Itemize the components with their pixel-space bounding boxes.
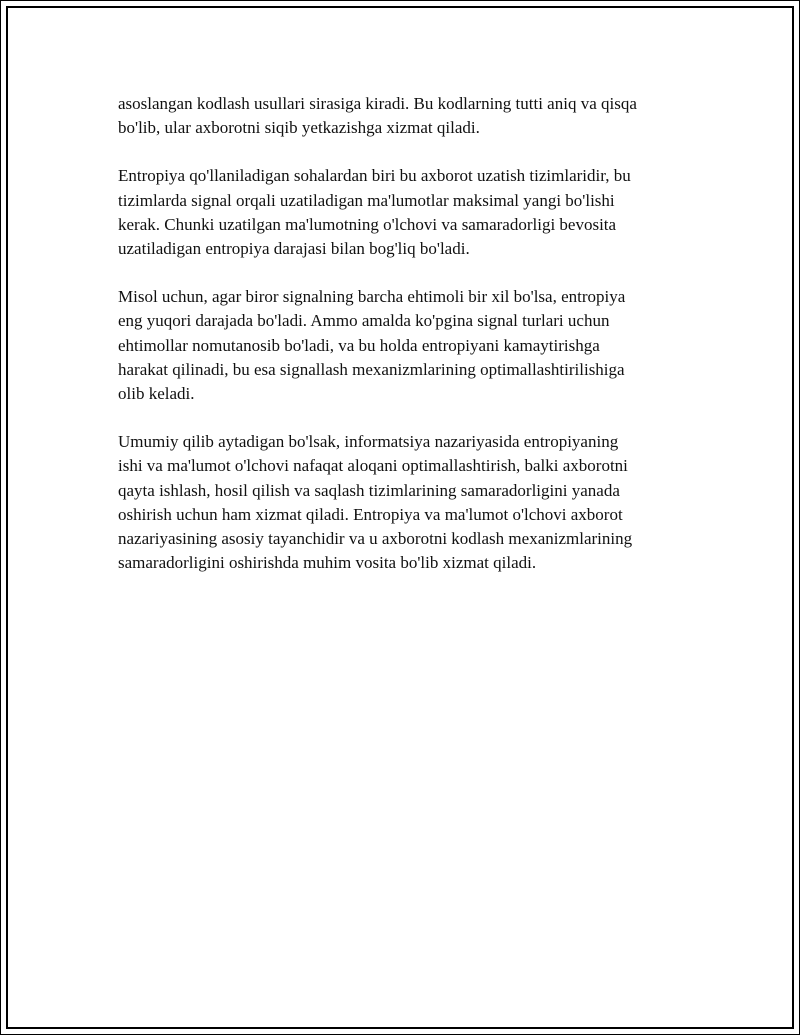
document-body	[118, 92, 688, 599]
text-line: nazariyasining asosiy tayanchidir va u axborotni kodlash mexanizmlarining	[118, 529, 633, 549]
text-line: eng yuqori darajada bo'ladi. Ammo amalda ko'pgina signal turlari uchun	[118, 311, 610, 331]
text-line: samaradorligini oshirishda muhim vosita bo'lib xizmat qiladi.	[118, 553, 537, 573]
paragraph-2	[118, 164, 688, 261]
paragraph-4	[118, 430, 688, 575]
text-line: ishi va ma'lumot o'lchovi nafaqat aloqani optimallashtirish, balki axborotni	[118, 456, 628, 476]
paragraph-3	[118, 285, 688, 406]
text-line: tizimlarda signal orqali uzatiladigan ma'lumotlar maksimal yangi bo'lishi	[118, 190, 615, 210]
text-line: Entropiya qo'llaniladigan sohalardan biri bu axborot uzatish tizimlaridir, bu	[118, 166, 631, 186]
text-line: oshirish uchun ham xizmat qiladi. Entropiya va ma'lumot o'lchovi axborot	[118, 504, 623, 524]
text-line: kerak. Chunki uzatilgan ma'lumotning o'lchovi va samaradorligi bevosita	[118, 214, 617, 234]
text-line: Misol uchun, agar biror signalning barcha ehtimoli bir xil bo'lsa, entropiya	[118, 287, 626, 307]
text-line: uzatiladigan entropiya darajasi bilan bog'liq bo'ladi.	[118, 239, 470, 259]
text-line: bo'lib, ular axborotni siqib yetkazishga xizmat qiladi.	[118, 118, 480, 138]
text-line: olib keladi.	[118, 384, 195, 404]
text-line: Umumiy qilib aytadigan bo'lsak, informatsiya nazariyasida entropiyaning	[118, 432, 619, 452]
text-line: ehtimollar nomutanosib bo'ladi, va bu holda entropiyani kamaytirishga	[118, 335, 600, 355]
text-line: asoslangan kodlash usullari sirasiga kiradi. Bu kodlarning tutti aniq va qisqa	[118, 94, 637, 113]
text-line: qayta ishlash, hosil qilish va saqlash tizimlarining samaradorligini yanada	[118, 480, 620, 500]
paragraph-1	[118, 92, 688, 140]
text-line: harakat qilinadi, bu esa signallash mexanizmlarining optimallashtirilishiga	[118, 359, 625, 379]
